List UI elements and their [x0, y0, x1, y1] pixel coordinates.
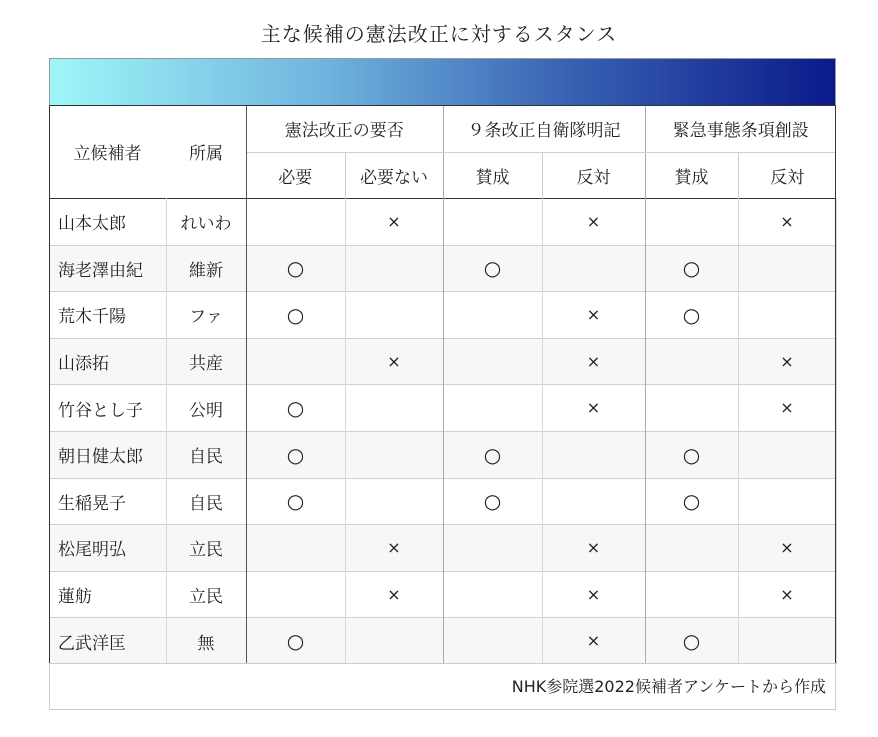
stance-cell [443, 431, 542, 478]
no-mark: × [387, 584, 401, 604]
no-mark: × [586, 351, 601, 371]
candidate-party: 維新 [166, 245, 246, 292]
no-mark: × [780, 537, 794, 557]
stance-cell [542, 618, 645, 664]
stance-cell [738, 385, 836, 432]
stance-cell [443, 478, 542, 525]
candidate-party: 公明 [166, 385, 246, 432]
stance-cell [645, 618, 738, 664]
candidate-name: 乙武洋匡 [49, 618, 166, 664]
candidate-party: 無 [166, 618, 246, 664]
stance-cell [738, 525, 836, 572]
no-mark: × [387, 211, 401, 231]
table-row [49, 431, 836, 478]
candidate-name: 竹谷とし子 [49, 385, 166, 432]
no-mark: × [780, 351, 794, 371]
yes-mark: ○ [286, 442, 305, 467]
yes-mark: ○ [286, 629, 305, 654]
table-row [49, 245, 836, 292]
stance-cell [443, 618, 542, 664]
stance-cell [645, 525, 738, 572]
yes-mark: ○ [286, 302, 305, 327]
party-divider [246, 105, 247, 664]
stance-cell [645, 245, 738, 292]
yes-mark: ○ [286, 396, 305, 421]
stance-cell [345, 385, 443, 432]
stance-table [49, 105, 837, 664]
yes-mark: ○ [483, 442, 502, 467]
stance-cell [345, 338, 443, 385]
table-row [49, 199, 836, 246]
stance-cell [738, 478, 836, 525]
header-group-article9: ９条改正自衛隊明記 [443, 105, 645, 153]
no-mark: × [780, 398, 794, 418]
stance-cell [345, 245, 443, 292]
yes-mark: ○ [682, 256, 701, 281]
yes-mark: ○ [682, 629, 701, 654]
stance-cell [443, 199, 542, 246]
stance-cell [542, 338, 645, 385]
no-mark: × [780, 211, 794, 231]
candidate-party: ファ [166, 292, 246, 339]
stance-cell [645, 431, 738, 478]
candidate-party: 立民 [166, 525, 246, 572]
yes-mark: ○ [286, 489, 305, 514]
no-mark: × [586, 537, 601, 557]
stance-cell [645, 292, 738, 339]
stance-cell [738, 338, 836, 385]
stance-cell [246, 525, 345, 572]
candidate-party: 自民 [166, 431, 246, 478]
stance-cell [246, 478, 345, 525]
candidate-name: 松尾明弘 [49, 525, 166, 572]
candidate-name: 海老澤由紀 [49, 245, 166, 292]
stance-cell [246, 431, 345, 478]
yes-mark: ○ [682, 489, 701, 514]
stance-cell [443, 245, 542, 292]
stance-cell [246, 571, 345, 618]
stance-cell [738, 618, 836, 664]
stance-cell [738, 245, 836, 292]
header-sub-agree-article9: 賛成 [443, 153, 542, 199]
yes-mark: ○ [286, 256, 305, 281]
stance-cell [738, 292, 836, 339]
page-title: 主な候補の憲法改正に対するスタンス [260, 22, 618, 46]
stance-cell [345, 292, 443, 339]
stance-cell [345, 431, 443, 478]
stance-cell [345, 525, 443, 572]
candidate-name: 山添拓 [49, 338, 166, 385]
yes-mark: ○ [483, 256, 502, 281]
yes-mark: ○ [682, 442, 701, 467]
stance-cell [246, 338, 345, 385]
table-row [49, 292, 836, 339]
candidate-party: 共産 [166, 338, 246, 385]
no-mark: × [586, 584, 601, 604]
no-mark: × [586, 398, 601, 418]
candidate-name: 山本太郎 [49, 199, 166, 246]
table-row [49, 525, 836, 572]
no-mark: × [586, 211, 601, 231]
candidate-party: れいわ [166, 199, 246, 246]
candidate-party: 自民 [166, 478, 246, 525]
stance-cell [738, 431, 836, 478]
stance-cell [443, 292, 542, 339]
stance-cell [645, 478, 738, 525]
table-row [49, 478, 836, 525]
stance-cell [246, 199, 345, 246]
stance-cell [542, 385, 645, 432]
stance-cell [542, 478, 645, 525]
table-row [49, 571, 836, 618]
stance-cell [246, 385, 345, 432]
header-candidate: 立候補者 [73, 144, 142, 164]
table-row [49, 618, 836, 664]
gradient-banner [49, 58, 836, 106]
header-sub-oppose-article9: 反対 [542, 153, 645, 199]
stance-cell [246, 292, 345, 339]
yes-mark: ○ [682, 302, 701, 327]
source-note: NHK参院選2022候補者アンケートから作成 [49, 663, 836, 710]
header-group-constitution: 憲法改正の要否 [246, 105, 443, 153]
stance-cell [443, 385, 542, 432]
stance-cell [345, 618, 443, 664]
no-mark: × [586, 304, 601, 324]
stance-cell [443, 525, 542, 572]
header-sub-not-needed: 必要ない [345, 153, 443, 199]
stance-cell [443, 338, 542, 385]
stance-cell [645, 338, 738, 385]
stance-cell [738, 199, 836, 246]
stance-cell [443, 571, 542, 618]
stance-cell [345, 478, 443, 525]
candidate-party: 立民 [166, 571, 246, 618]
stance-cell [645, 385, 738, 432]
header-group-emergency: 緊急事態条項創設 [645, 105, 836, 153]
stance-cell [246, 245, 345, 292]
stance-cell [542, 199, 645, 246]
no-mark: × [387, 537, 401, 557]
no-mark: × [387, 351, 401, 371]
stance-cell [246, 618, 345, 664]
no-mark: × [780, 584, 794, 604]
stance-cell [345, 571, 443, 618]
stance-cell [542, 245, 645, 292]
stance-cell [542, 571, 645, 618]
header-party: 所属 [189, 144, 223, 164]
no-mark: × [586, 631, 601, 651]
yes-mark: ○ [483, 489, 502, 514]
candidate-name: 生稲晃子 [49, 478, 166, 525]
stance-cell [645, 199, 738, 246]
stance-cell [542, 525, 645, 572]
candidate-name: 蓮舫 [49, 571, 166, 618]
header-sub-agree-emergency: 賛成 [645, 153, 738, 199]
stance-cell [738, 571, 836, 618]
stance-cell [645, 571, 738, 618]
stance-cell [345, 199, 443, 246]
header-sub-oppose-emergency: 反対 [770, 168, 805, 188]
candidate-name: 荒木千陽 [49, 292, 166, 339]
candidate-name: 朝日健太郎 [49, 431, 166, 478]
stance-cell [542, 431, 645, 478]
table-row [49, 385, 836, 432]
header-sub-needed: 必要 [246, 153, 345, 199]
table-row [49, 338, 836, 385]
stance-cell [542, 292, 645, 339]
